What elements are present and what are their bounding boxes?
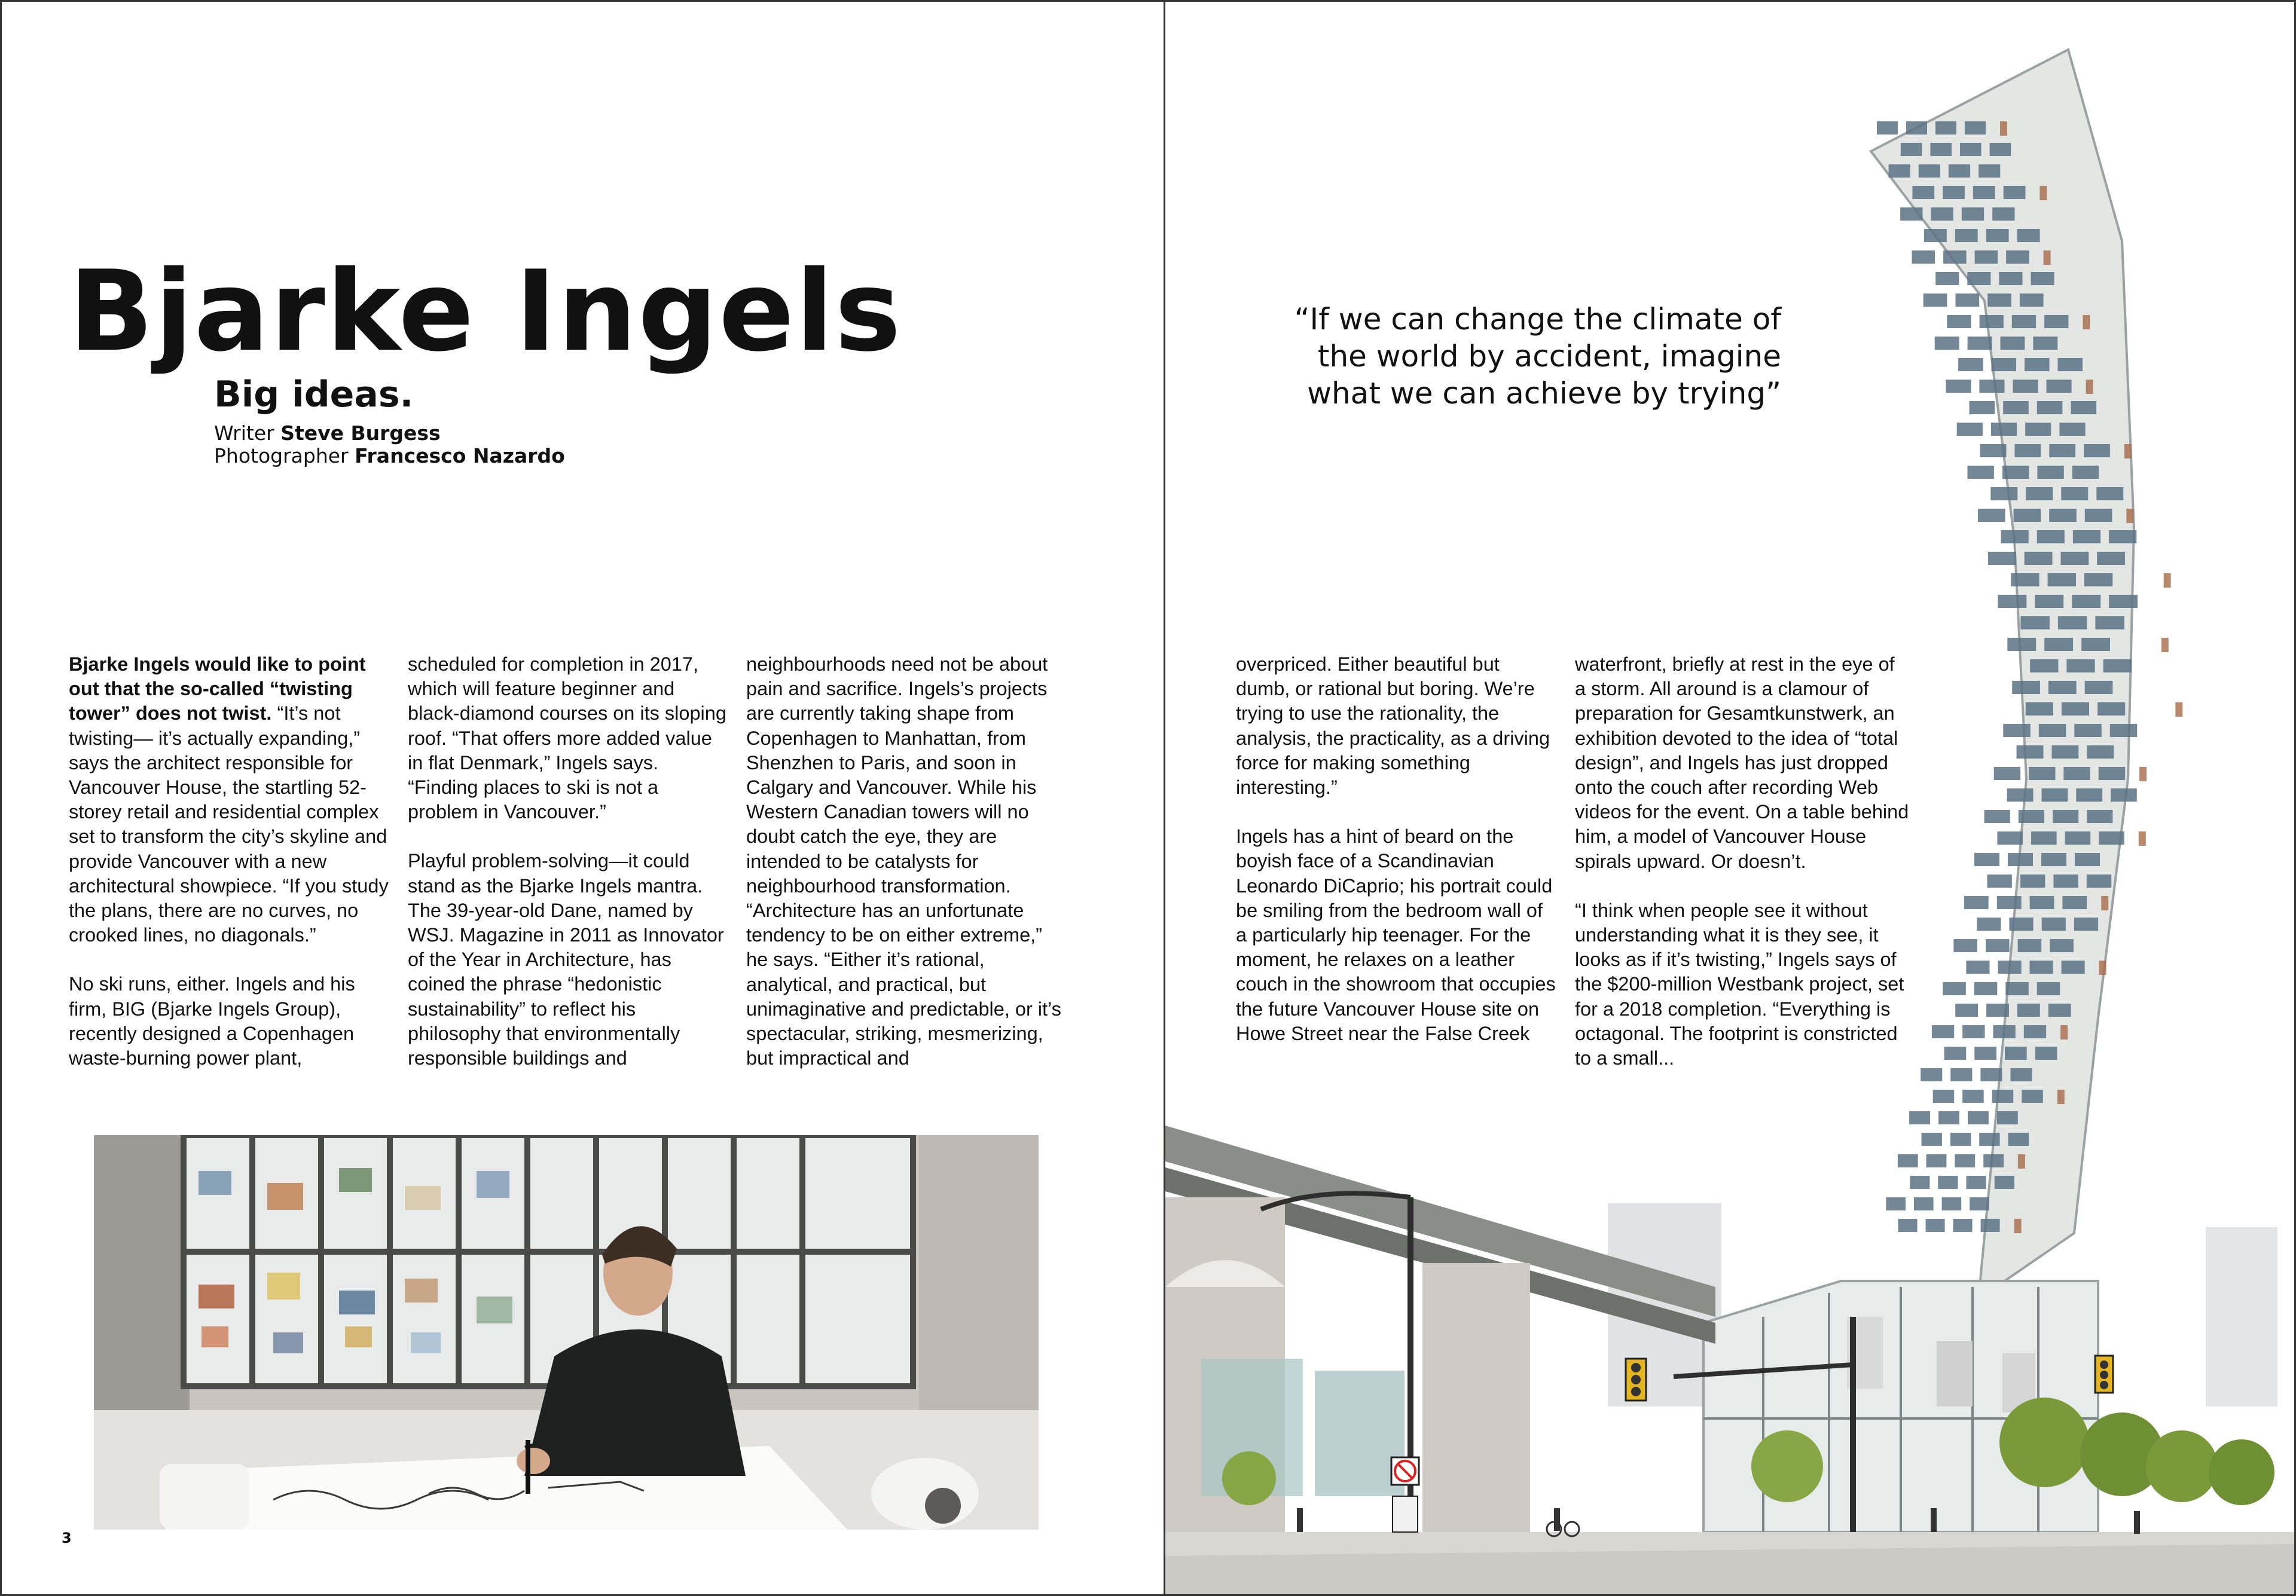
tower-window	[1943, 186, 1965, 199]
tower-window	[2026, 702, 2053, 716]
tower-window	[2003, 724, 2031, 737]
tower-window	[1944, 1047, 1967, 1060]
tower-window	[2074, 918, 2098, 931]
tower-window	[1968, 466, 1994, 479]
tower-window	[2017, 229, 2040, 242]
tower-window	[1973, 186, 1995, 199]
tower-window	[1990, 487, 2017, 500]
tower-window	[1992, 358, 2017, 371]
tower-window	[1935, 121, 1956, 134]
tower-balcony	[2139, 767, 2147, 781]
tower-window	[1962, 1090, 1984, 1103]
tower-window	[2072, 595, 2100, 608]
tower-window	[1924, 229, 1947, 242]
tower-window	[1930, 143, 1952, 156]
tower-balcony	[2039, 186, 2047, 200]
tower-window	[2035, 595, 2063, 608]
tower-window	[2019, 810, 2044, 823]
tower-window	[2084, 573, 2112, 586]
tower-window	[1997, 1111, 2018, 1124]
tower-window	[2061, 487, 2088, 500]
tower-window	[1970, 401, 1995, 414]
tower-window	[2075, 853, 2100, 866]
tower-window	[2072, 466, 2099, 479]
tower-window	[2053, 875, 2078, 888]
tower-window	[2039, 724, 2066, 737]
tower-window	[1946, 380, 1971, 393]
tower-window	[1955, 229, 1978, 242]
writer-credit	[214, 421, 441, 445]
tower-window	[1978, 509, 2005, 522]
tower-window	[2053, 810, 2078, 823]
tower-window	[2059, 423, 2085, 436]
pull-quote	[1285, 301, 1781, 412]
tower-window	[2085, 509, 2112, 522]
tower-window	[1995, 1176, 2014, 1189]
photographer-name: Francesco Nazardo	[355, 444, 565, 467]
portrait-illustration	[94, 1135, 1039, 1530]
tower-window	[1986, 1004, 2009, 1017]
tower-window	[1950, 1133, 1971, 1146]
tower-window	[2062, 896, 2087, 909]
tower-window	[2007, 788, 2034, 802]
tower-window	[2044, 315, 2068, 328]
tower-window	[2037, 466, 2063, 479]
tower-window	[1933, 1090, 1955, 1103]
tower-window	[1968, 337, 1992, 350]
paragraph: “I think when people see it without understanding what it is they see, it looks as if it’s twisting,” Ingels says of the $200-million Westbank project, set for a 2018 completion. “Everything is octagonal. The footprint is constricted to a small...	[1575, 899, 1904, 1069]
tower-window	[1980, 1068, 2002, 1081]
body-column-5	[1575, 652, 1910, 1095]
tower-window	[1962, 207, 1984, 221]
tower-window	[2081, 638, 2110, 651]
tower-balcony	[2057, 1090, 2065, 1104]
tower-window	[2041, 853, 2066, 866]
tower-window	[1970, 1197, 1989, 1210]
tower-window	[2013, 380, 2038, 393]
tower-window	[1935, 337, 1959, 350]
tower-window	[2050, 939, 2074, 952]
body-column-3	[746, 652, 1069, 1095]
tower-window	[2097, 702, 2125, 716]
tower-window	[1898, 1219, 1918, 1232]
tower-window	[2020, 875, 2045, 888]
tower-window	[2058, 358, 2083, 371]
tower-window	[2008, 1133, 2029, 1146]
tower-window	[2096, 487, 2123, 500]
paragraph: Playful problem-solving—it could stand as the Bjarke Ingels mantra. The 39-year-old Dane, named by WSJ. Magazine in 2011 as Innovator of the Year in Architecture, has coined the phrase “hedonistic sustainability” to reflect his philosophy that environmentally responsible buildings and	[408, 850, 724, 1069]
tower-balcony	[2014, 1219, 2022, 1233]
right-page	[1164, 0, 2296, 1596]
tower-window	[1935, 272, 1959, 285]
traffic-light-icon	[2095, 1356, 2113, 1393]
tower-window	[1921, 1068, 1942, 1081]
tower-window	[2029, 767, 2055, 780]
tower-window	[2076, 788, 2102, 802]
tower-window	[1962, 1025, 1984, 1038]
tower-window	[2005, 982, 2029, 995]
tower-window	[2014, 509, 2041, 522]
tower-window	[2087, 810, 2112, 823]
paragraph: No ski runs, either. Ingels and his firm, BIG (Bjarke Ingels Group), recently designed a Copenhagen waste-burning power plant,	[69, 973, 355, 1069]
tower-window	[1947, 315, 1971, 328]
tower-window	[2109, 595, 2138, 608]
tower-window	[1877, 121, 1898, 134]
tower-window	[1965, 121, 1986, 134]
tower-window	[1988, 552, 2016, 565]
tower-window	[1992, 207, 2014, 221]
tower-window	[1990, 143, 2011, 156]
tower-window	[1943, 982, 1966, 995]
tower-window	[2006, 250, 2029, 264]
tower-window	[1898, 1154, 1918, 1167]
tower-window	[2087, 745, 2114, 759]
writer-role: Writer	[214, 421, 281, 445]
tower-balcony	[2101, 896, 2108, 910]
tower-window	[2022, 1090, 2043, 1103]
tower-window	[2049, 444, 2075, 457]
tower-window	[1957, 423, 1983, 436]
tower-window	[2007, 638, 2036, 651]
tower-window	[1926, 1154, 1947, 1167]
tower-window	[1977, 918, 2001, 931]
tower-window	[1955, 1154, 1975, 1167]
tower-balcony	[2018, 1154, 2025, 1169]
lead-text: Bjarke Ingels would like to point out that the so-called “twisting tower” does not twist.	[69, 653, 366, 724]
tower-window	[1955, 1004, 1978, 1017]
tower-window	[2061, 552, 2089, 565]
tower-window	[2012, 681, 2040, 694]
tower-window	[2015, 444, 2041, 457]
tower-window	[1943, 250, 1967, 264]
tower-window	[2042, 918, 2066, 931]
tower-window	[2074, 724, 2102, 737]
tower-window	[2030, 659, 2058, 672]
tower-window	[2062, 702, 2089, 716]
tower-balcony	[2000, 121, 2007, 136]
tower-balcony	[2161, 638, 2169, 652]
article-title: Bjarke Ingels	[69, 246, 902, 376]
tower-window	[1998, 961, 2022, 974]
tower-window	[1992, 1090, 2014, 1103]
tower-window	[2001, 337, 2025, 350]
tower-window	[1974, 1047, 1996, 1060]
tower-window	[1914, 1197, 1934, 1210]
tower-window	[2020, 616, 2050, 629]
paragraph: overpriced. Either beautiful but dumb, or rational but boring. We’re trying to use the rationality, the analysis, the practicality, as a driving force for making something interesting.”	[1236, 653, 1550, 799]
tower-window	[1923, 293, 1947, 307]
traffic-light-icon	[1626, 1359, 1646, 1401]
tower-window	[2033, 337, 2057, 350]
tower-window	[2097, 552, 2125, 565]
tower-window	[2095, 616, 2124, 629]
tower-window	[1886, 1197, 1906, 1210]
tower-window	[2025, 423, 2051, 436]
tower-window	[2020, 293, 2044, 307]
tower-window	[1997, 896, 2022, 909]
tower-balcony	[2083, 315, 2090, 329]
tower-window	[1987, 875, 2012, 888]
tower-window	[2052, 745, 2079, 759]
tower-balcony	[2175, 702, 2182, 717]
tower-window	[1901, 143, 1922, 156]
tower-window	[2025, 552, 2053, 565]
body-column-2	[408, 652, 731, 1095]
tower-window	[2042, 788, 2068, 802]
tower-window	[1931, 207, 1953, 221]
tower-window	[1932, 1025, 1954, 1038]
tower-window	[2044, 638, 2073, 651]
tower-window	[1964, 896, 1989, 909]
tower-window	[1953, 939, 1977, 952]
tower-window	[2030, 961, 2053, 974]
body-column-1	[69, 652, 392, 1095]
tower-window	[2011, 1068, 2032, 1081]
tower-window	[1979, 1133, 1999, 1146]
tower-window	[1900, 207, 1922, 221]
paragraph: neighbourhoods need not be about pain and sacrifice. Ingels’s projects are currently taking shape from Copenhagen to Manhattan, from Shenzhen to Paris, and soon in Calgary and Vancouver. While his Western Canadian towers will no doubt catch the eye, they are intended to be catalysts for neighbourhood transformation. “Architecture has an unfortunate tendency to be on either extreme,” he says. “Either it’s rational, analytical, and practical, but unimaginative and predictable, or it’s spectacular, striking, mesmerizing, but impractical and	[746, 653, 1061, 1069]
tower-window	[1974, 853, 1999, 866]
architect-portrait-photo	[94, 1135, 1039, 1530]
tower-window	[1912, 250, 1935, 264]
tower-window	[2025, 358, 2050, 371]
tower-balcony	[2099, 961, 2106, 975]
tower-window	[2099, 767, 2125, 780]
tower-window	[2065, 831, 2091, 845]
tower-window	[2037, 401, 2063, 414]
tower-window	[2058, 616, 2087, 629]
tower-window	[2048, 681, 2077, 694]
tower-window	[2062, 961, 2085, 974]
tower-window	[1967, 1176, 1986, 1189]
tower-window	[1967, 272, 1990, 285]
tower-window	[1942, 1197, 1962, 1210]
tower-window	[1889, 164, 1910, 178]
tower-window	[2017, 745, 2044, 759]
tower-window	[2005, 1047, 2027, 1060]
tower-window	[1938, 1111, 1959, 1124]
tower-window	[2026, 487, 2053, 500]
tower-window	[1993, 1025, 2016, 1038]
tower-window	[2011, 573, 2039, 586]
paragraph	[69, 652, 392, 947]
tower-window	[1994, 767, 2020, 780]
tower-window	[2109, 530, 2136, 543]
tower-balcony	[2086, 380, 2093, 394]
tower-window	[1997, 831, 2023, 845]
tower-balcony	[2139, 831, 2146, 846]
tower-window	[2048, 1004, 2071, 1017]
tower-window	[1953, 1219, 1973, 1232]
tower-window	[1979, 380, 2004, 393]
tower-window	[1938, 1176, 1958, 1189]
photographer-role: Photographer	[214, 444, 355, 467]
tower-window	[2031, 831, 2057, 845]
tower-window	[2048, 573, 2076, 586]
tower-window	[2003, 401, 2029, 414]
paragraph: scheduled for completion in 2017, which will feature beginner and black-diamond courses on its sloping roof. “That offers more added value in flat Denmark,” Ingels says. “Finding places to ski is not a problem in Vancouver.”	[408, 653, 726, 823]
tower-balcony	[2044, 250, 2051, 265]
tower-window	[1999, 272, 2022, 285]
tower-window	[1986, 229, 2009, 242]
tower-window	[1919, 164, 1940, 178]
tower-window	[2018, 939, 2042, 952]
tower-window	[1984, 810, 2010, 823]
tower-window	[2017, 1004, 2040, 1017]
paragraph-text: “It’s not twisting— it’s actually expanding,” says the architect responsible for Vancouver House, the startling 52-storey retail and residential complex set to transform the city’s skyline and provide Vancouver with a new architectural showpiece. “If you study the plans, there are no curves, no crooked lines, no diagonals.”	[69, 702, 389, 946]
tower-window	[2037, 530, 2065, 543]
tower-window	[2009, 918, 2033, 931]
tower-balcony	[2126, 509, 2133, 523]
tower-window	[1910, 1176, 1929, 1189]
tower-window	[1906, 121, 1927, 134]
tower-window	[1909, 1111, 1930, 1124]
tower-window	[1986, 939, 2010, 952]
tower-window	[2087, 875, 2111, 888]
tower-window	[2099, 831, 2124, 845]
tower-window	[1974, 982, 1998, 995]
tower-window	[2001, 530, 2029, 543]
pull-quote-line: the world by accident, imagine	[1317, 339, 1781, 374]
paragraph: Ingels has a hint of beard on the boyish face of a Scandinavian Leonardo DiCaprio; his portrait could be smiling from the bedroom wall of a particularly hip teenager. For the moment, he relaxes on a leather couch in the showroom that occupies the future Vancouver House site on Howe Street near the False Creek	[1236, 825, 1556, 1044]
tower-window	[1975, 250, 1998, 264]
tower-window	[1998, 595, 2026, 608]
writer-name: Steve Burgess	[280, 421, 441, 445]
tower-window	[1950, 1068, 1972, 1081]
tower-window	[2103, 659, 2132, 672]
body-column-4	[1236, 652, 1559, 1071]
tower-window	[2110, 724, 2138, 737]
tower-window	[2024, 1025, 2046, 1038]
pull-quote-line: what we can achieve by trying”	[1307, 376, 1781, 411]
tower-window	[1926, 1219, 1945, 1232]
tower-window	[1956, 293, 1980, 307]
tower-window	[1987, 293, 2011, 307]
tower-window	[2049, 509, 2077, 522]
tower-window	[1966, 961, 1989, 974]
tower-window	[1991, 423, 2017, 436]
tower-window	[1958, 358, 1983, 371]
tower-window	[1922, 1133, 1942, 1146]
photographer-credit	[214, 444, 565, 467]
tower-window	[2031, 272, 2054, 285]
tower-window	[1912, 186, 1934, 199]
tower-window	[2037, 982, 2060, 995]
pull-quote-line: “If we can change the climate of	[1294, 302, 1781, 337]
tower-window	[2002, 466, 2029, 479]
tower-window	[1981, 1219, 2000, 1232]
tower-window	[1980, 444, 2007, 457]
tower-window	[1983, 1154, 2004, 1167]
tower-window	[2084, 444, 2110, 457]
tower-balcony	[2124, 444, 2132, 458]
tower-window	[2073, 530, 2100, 543]
tower-window	[1949, 164, 1970, 178]
tower-window	[2035, 1047, 2057, 1060]
tower-window	[2063, 767, 2090, 780]
tower-window	[2085, 681, 2113, 694]
tower-window	[2047, 380, 2072, 393]
tower-balcony	[2060, 1025, 2068, 1039]
tower-window	[2066, 659, 2095, 672]
tower-window	[1968, 1111, 1989, 1124]
tower-window	[1960, 143, 1981, 156]
tower-window	[2012, 315, 2036, 328]
tower-window	[2008, 853, 2033, 866]
tower-window	[2030, 896, 2054, 909]
page-number: 3	[62, 1530, 72, 1546]
tower-window	[1980, 315, 2004, 328]
tower-window	[2004, 186, 2026, 199]
tower-balcony	[2164, 573, 2171, 588]
tower-window	[1979, 164, 2000, 178]
tower-window	[2071, 401, 2097, 414]
article-subtitle: Big ideas.	[214, 374, 414, 415]
paragraph: waterfront, briefly at rest in the eye of a storm. All around is a clamour of preparation for Gesamtkunstwerk, an exhibition devoted to the idea of “total design”, and Ingels has just dropped onto the couch after recording Web videos for the event. On a table behind him, a model of Vancouver House spirals upward. Or doesn’t.	[1575, 653, 1909, 872]
tower-window	[2111, 788, 2137, 802]
